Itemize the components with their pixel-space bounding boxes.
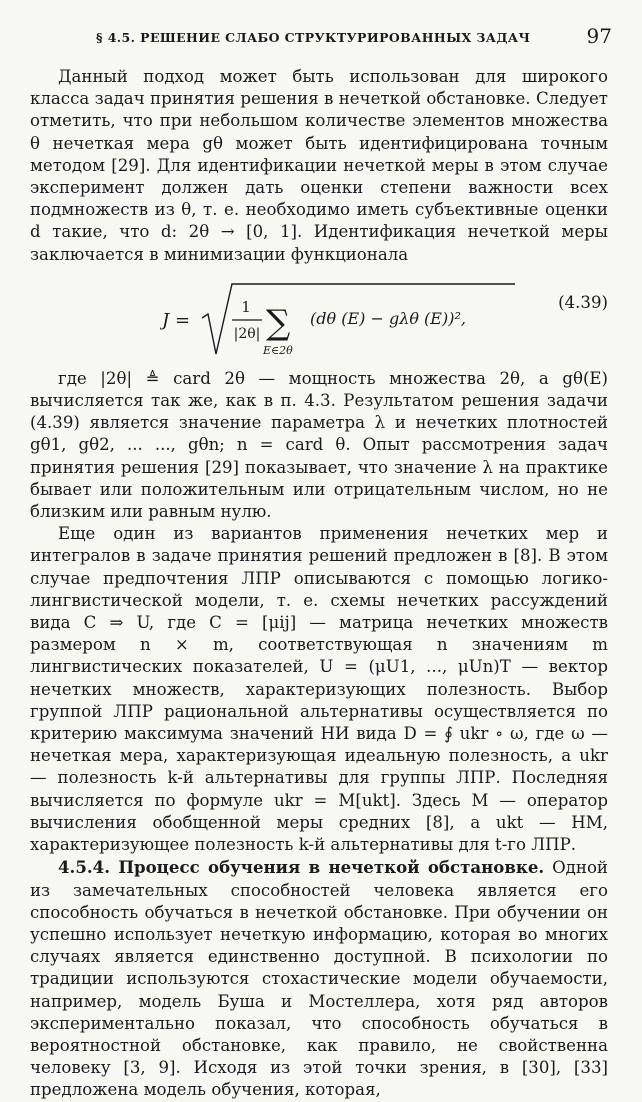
body-text (30, 66, 608, 1102)
formula-lhs: J = (162, 309, 191, 331)
paragraph-3: Еще один из вариантов применения нечетких мер и интегралов в задаче принятия решений предложен в [8]. В этом случае предпочтения ЛПР описываются с помощью логико-лингвистической модели, т. е. схемы нечетких рассуждений вида C ⇒ U, где C = [μij] — матрица нечетких множеств размером n × m, соответствующая n значениям m лингвистических показателей, U = (μU1, ..., μUn)T — вектор нечетких множеств, характеризующих полезность. Выбор группой ЛПР рациональной альтернативы осуществляется по критерию максимума значений НИ вида D = ∮ ukr ∘ ω, где ω — нечеткая мера, характеризующая идеальную полезность, а ukr — полезность k-й альтернативы для группы ЛПР. Последняя вычисляется по формуле ukr = M[ukt]. Здесь M — оператор вычисления обобщенной меры средних [8], а ukt — НМ, характеризующее полезность k-й альтернативы для t-го ЛПР. (30, 524, 608, 855)
paragraph-2: где |2θ| ≜ card 2θ — мощность множества 2θ, а gθ(E) вычисляется так же, как в п. 4.3. Результатом решения задачи (4.39) является значение параметра λ и нечетких плотностей gθ1, gθ2, ... ..., gθn; n = card θ. Опыт рассмотрения задач принятия решения [29] показывает, что значение λ на практике бывает или положительным или отрицательным числом, но не близким или равным нулю. (30, 368, 608, 522)
page-header (96, 24, 612, 54)
fraction-denominator: |2θ| (233, 325, 261, 342)
formula-term: (dθ (E) − gλθ (E))², (310, 308, 466, 328)
summation-subscript: E∈2θ (263, 343, 293, 357)
formula-4-39 (30, 276, 608, 362)
running-head: § 4.5. РЕШЕНИЕ СЛАБО СТРУКТУРИРОВАННЫХ ЗАДАЧ (96, 30, 531, 45)
paragraph-1: Данный подход может быть использован для широкого класса задач принятия решения в нечеткой обстановке. Следует отметить, что при небольшом количестве элементов множества θ нечеткая мера gθ может быть идентифицирована точным методом [29]. Для идентификации нечеткой меры в этом случае эксперимент должен дать оценки степени важности всех подмножеств из θ, т. е. необходимо иметь субъективные оценки d такие, что d: 2θ → [0, 1]. Идентификация нечеткой меры заключается в минимизации функционала (30, 67, 608, 264)
equation-number: (4.39) (558, 292, 608, 312)
page-number: 97 (586, 24, 612, 48)
formula-graphic (160, 276, 520, 362)
section-4-5-4 (30, 856, 608, 1101)
fraction-numerator: 1 (241, 297, 251, 316)
summation-sign: ∑ (266, 302, 291, 343)
section-text: Одной из замечательных способностей человека является его способность обучаться в нечеткой обстановке. При обучении он успешно использует нечеткую информацию, которая во многих случаях является единственно доступной. В психологии по традиции используются стохастические модели обучаемости, например, модель Буша и Мостеллера, хотя ряд авторов экспериментально показал, что способность обучаться в вероятностной обстановке, как правило, не свойственна человеку [3, 9]. Исходя из этой точки зрения, в [30], [33] предложена модель обучения, которая, (30, 858, 608, 1100)
section-heading: 4.5.4. Процесс обучения в нечеткой обстановке. (58, 857, 545, 878)
